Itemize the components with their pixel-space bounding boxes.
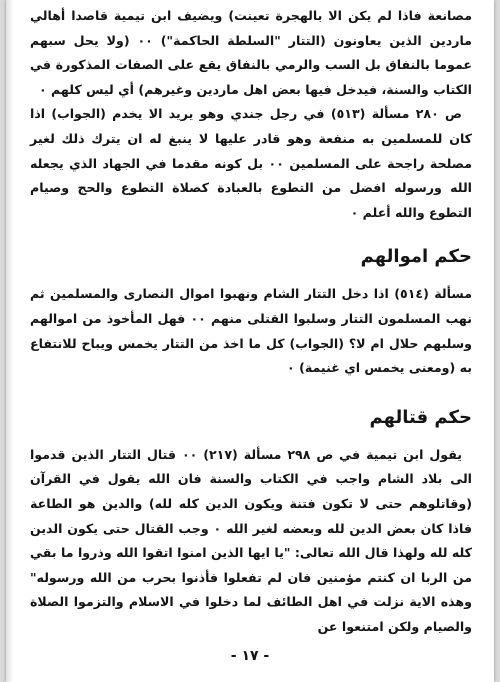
paragraph: مصانعة فاذا لم يكن الا بالهجرة تعينت) ويضيف ابن تيمية قاصدا أهالي ماردين الذين يعاونون (التتار "السلطة الحاكمة") ٠٠ (ولا يحل سبهم عموما بالنفاق بل السب والرمي بالنفاق يقع على الصفات المذكورة في الكتاب والسنة، فيدخل فيها بعض اهل ماردين وغيرهم) أي ليس كلهم ٠ [30, 8, 472, 97]
document-page [6, 0, 494, 682]
paragraph: ص ٢٨٠ مسألة (٥١٣) في رجل جندي وهو يريد الا يخدم (الجواب) اذا كان للمسلمين به منفعة وهو قادر عليها لا ينبغ له ان يترك ذلك لغير مصلحة راجحة على المسلمين ٠٠ بل كونه مقدما في الجهاد الذي يجعله الله ورسوله افضل من التطوع بالعبادة كصلاة التطوع والحج وصيام التطوع والله أعلم ٠ [30, 106, 472, 220]
page-content [6, 0, 494, 639]
page-binding-shadow [6, 0, 14, 682]
section-heading-fighting: حكم قتالهم [369, 406, 472, 428]
section-heading-wealth: حكم اموالهم [360, 246, 472, 268]
paragraph: مسألة (٥١٤) اذا دخل التتار الشام ونهبوا اموال النصارى والمسلمين ثم نهب المسلمون التتار وسلبوا القتلى منهم ٠٠ فهل المأخوذ من اموالهم وسلبهم حلال ام لا؟ (الجواب) كل ما اخذ من التتار يخمس ويباح للانتفاع به (ومعنى يخمس اي غنيمة) ٠ [30, 286, 472, 376]
page-number: - ١٧ - [230, 648, 270, 664]
paragraph: يقول ابن تيمية في ص ٢٩٨ مسألة (٢١٧) ٠٠ قتال التتار الذين قدموا الى بلاد الشام واجب في الكتاب والسنة فان الله يقول في القرآن (وقاتلوهم حتى لا تكون فتنة ويكون الدين كله لله) والدين هو الطاعة فاذا كان بعض الدين لله وبعضه لغير الله ٠ وجب القتال حتى يكون الدين كله لله ولهذا قال الله تعالى: "يا ايها الذين امنوا اتقوا الله وذروا ما بقي من الربا ان كنتم مؤمنين فان لم تفعلوا فأذنوا بحرب من الله ورسوله" وهذه الاية نزلت في اهل الطائف لما دخلوا في الاسلام والتزموا الصلاة والصيام ولكن امتنعوا عن [30, 446, 472, 634]
